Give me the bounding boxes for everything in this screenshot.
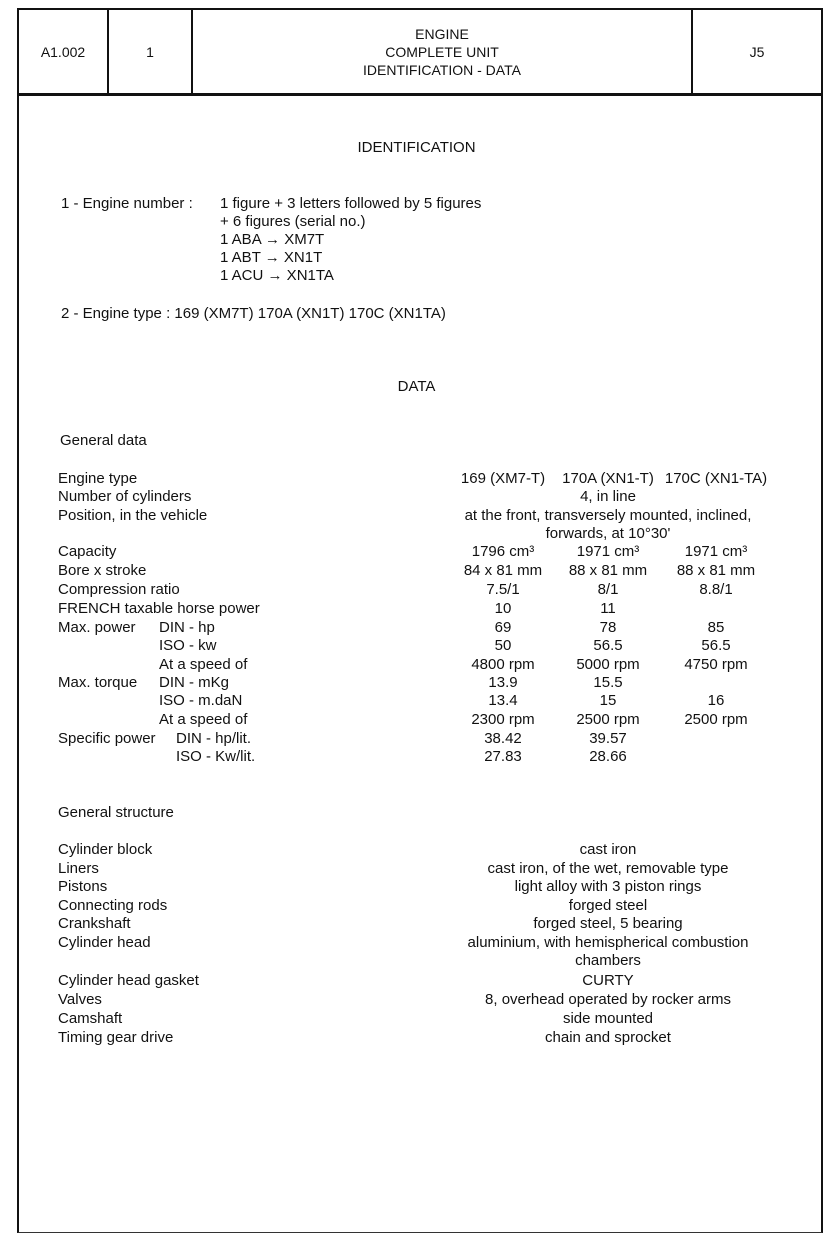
row-value: forged steel, 5 bearing [533,915,683,932]
value-170a: 15 [599,692,617,709]
value-170a: 2500 rpm [576,711,640,728]
general-data-heading: General data [60,432,147,449]
value-169: 2300 rpm [471,711,535,728]
max-power-iso-row [58,637,793,656]
value-170a: 1971 cm³ [576,543,640,560]
row-value: aluminium, with hemispherical combustion [467,934,749,951]
structure-row [58,991,793,1010]
header-title [193,10,693,93]
value-169: 50 [494,637,512,654]
value-170c: 8.8/1 [699,581,733,598]
engine-number-line: 1 ABA → XM7T [220,231,325,248]
value-169: 27.83 [484,748,522,765]
row-label: Cylinder head gasket [58,972,199,989]
sub-label: ISO - m.daN [159,692,243,709]
specific-power-din-row [58,730,793,749]
value-169: 13.4 [488,692,518,709]
bore-stroke-row [58,562,793,581]
row-value: 8, overhead operated by rocker arms [485,991,731,1008]
row-label: Cylinder head [58,934,151,951]
sub-label: At a speed of [159,711,248,728]
engine-number-line: 1 ACU → XN1TA [220,267,334,284]
row-label: Capacity [58,543,117,560]
row-label: Cylinder block [58,841,153,858]
value-170a: 11 [600,600,616,617]
title-line-2: COMPLETE UNIT [385,43,499,60]
sub-label: ISO - kw [159,637,217,654]
value-170a: 78 [599,619,617,636]
value-170c: 85 [707,619,725,636]
row-value: chambers [575,952,641,969]
row-label: Position, in the vehicle [58,507,208,524]
row-label: Compression ratio [58,581,180,598]
row-label: Liners [58,860,99,877]
row-label: Timing gear drive [58,1029,174,1046]
structure-row [58,897,793,916]
structure-row [58,915,793,934]
row-label: Engine type [58,470,138,487]
value-170a: 88 x 81 mm [568,562,648,579]
row-label: Max. torque [58,674,138,691]
value-169: 84 x 81 mm [463,562,543,579]
structure-row [58,841,793,860]
value-170c: 4750 rpm [684,656,748,673]
engine-number-line: 1 figure + 3 letters followed by 5 figures [220,195,482,212]
value-170c: 16 [707,692,725,709]
capacity-row [58,543,793,562]
sub-label: DIN - mKg [159,674,230,691]
value-170c: 88 x 81 mm [676,562,756,579]
max-power-din-row [58,619,793,638]
row-label: Specific power [58,730,156,747]
row-value: forged steel [568,897,648,914]
row-value: 4, in line [580,488,636,505]
max-torque-din-row [58,674,793,693]
engine-type-line: 2 - Engine type : 169 (XM7T) 170A (XN1T) 170C (XN1TA) [61,305,446,322]
row-label: Connecting rods [58,897,168,914]
position-row [58,507,793,526]
value-170a: 28.66 [589,748,627,765]
value-169: 7.5/1 [486,581,520,598]
compression-row [58,581,793,600]
engine-number-label: 1 - Engine number : [61,195,193,212]
value-169: 10 [494,600,512,617]
row-label: Bore x stroke [58,562,147,579]
row-label: Crankshaft [58,915,131,932]
structure-row [58,1010,793,1029]
max-power-speed-row [58,656,793,675]
max-torque-iso-row [58,692,793,711]
page-number: 1 [109,10,193,93]
identification-heading: IDENTIFICATION [357,139,476,156]
structure-row [58,860,793,879]
value-169: 1796 cm³ [471,543,535,560]
value-170a: 170A (XN1-T) [562,470,654,487]
reference-number: A1.002 [19,10,109,93]
row-label: Valves [58,991,102,1008]
position-row-continued [58,525,793,544]
engine-number-line: + 6 figures (serial no.) [220,213,366,230]
value-169: 38.42 [484,730,522,747]
structure-row [58,934,793,953]
title-line-3: IDENTIFICATION - DATA [363,61,521,78]
structure-row [58,878,793,897]
value-170c: 170C (XN1-TA) [664,470,768,487]
value-170c: 56.5 [701,637,731,654]
title-line-1: ENGINE [415,25,469,42]
row-label: FRENCH taxable horse power [58,600,260,617]
value-170c: 1971 cm³ [684,543,748,560]
row-value: CURTY [582,972,634,989]
row-label: Camshaft [58,1010,123,1027]
value-169: 13.9 [488,674,518,691]
value-170a: 8/1 [597,581,619,598]
row-value: chain and sprocket [545,1029,671,1046]
taxable-hp-row [58,600,793,619]
row-value: forwards, at 10°30' [545,525,671,542]
cylinders-row [58,488,793,507]
structure-row [58,1029,793,1048]
general-structure-heading: General structure [58,804,174,821]
row-value: cast iron, of the wet, removable type [487,860,729,877]
document-header [17,8,823,96]
specific-power-iso-row [58,748,793,767]
max-torque-speed-row [58,711,793,730]
value-170a: 5000 rpm [576,656,640,673]
sub-label: ISO - Kw/lit. [176,748,256,765]
value-170a: 15.5 [593,674,623,691]
row-value: light alloy with 3 piston rings [514,878,702,895]
row-value: cast iron [579,841,637,858]
row-label: Max. power [58,619,136,636]
engine-type-row [58,470,793,489]
value-169: 169 (XM7-T) [460,470,546,487]
row-label: Number of cylinders [58,488,192,505]
value-169: 4800 rpm [471,656,535,673]
row-value: side mounted [562,1010,654,1027]
structure-row [58,972,793,991]
model-code: J5 [749,43,765,60]
value-170a: 56.5 [593,637,623,654]
row-label: Pistons [58,878,108,895]
value-170a: 39.57 [589,730,627,747]
value-169: 69 [494,619,512,636]
structure-row-continued [58,952,793,971]
row-value: at the front, transversely mounted, inclined, [464,507,752,524]
sub-label: DIN - hp/lit. [176,730,252,747]
data-heading: DATA [397,378,436,395]
sub-label: DIN - hp [159,619,215,636]
value-170c: 2500 rpm [684,711,748,728]
sub-label: At a speed of [159,656,248,673]
engine-number-line: 1 ABT → XN1T [220,249,323,266]
